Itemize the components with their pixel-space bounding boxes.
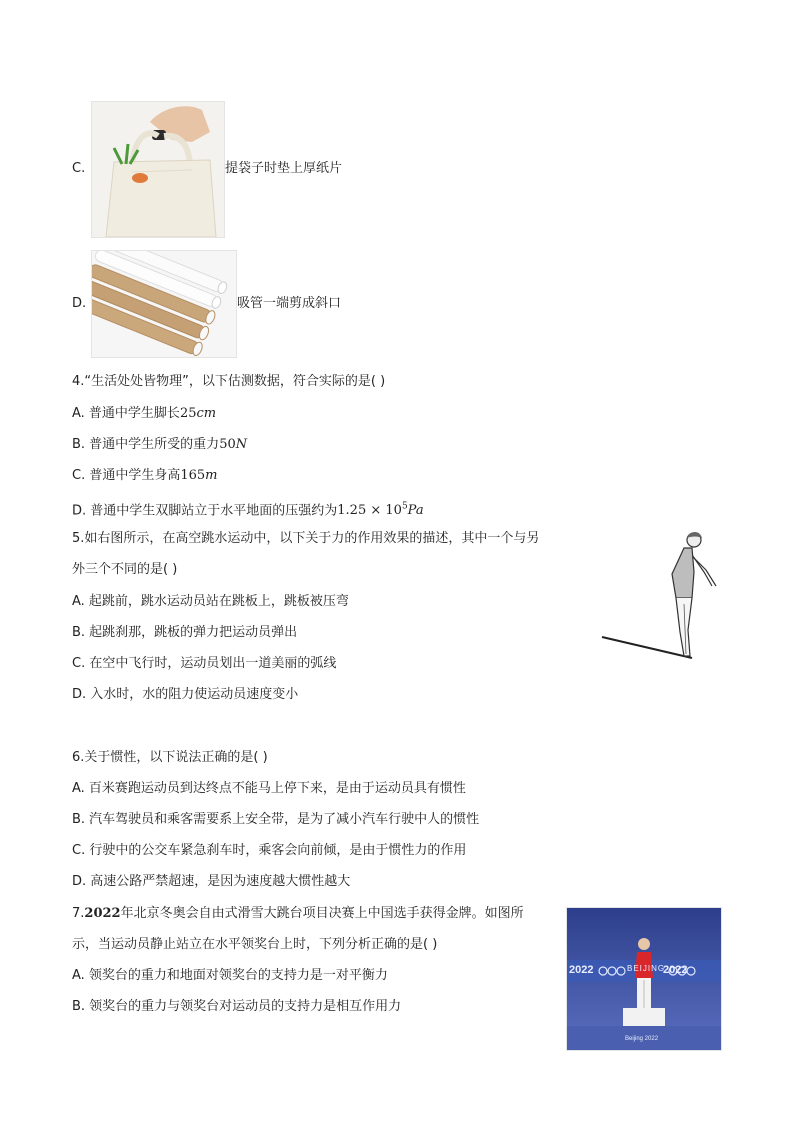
q7-stem-line1 xyxy=(72,906,524,922)
q4-c-text: C. 普通中学生身高 xyxy=(72,468,181,483)
q4-option-b xyxy=(72,437,247,453)
q7-stem-line2: 示，当运动员静止站立在水平领奖台上时，下列分析正确的是( ) xyxy=(72,937,438,952)
q5-option-a: A. 起跳前，跳水运动员站在跳板上，跳板被压弯 xyxy=(72,594,349,609)
podium-banner-right: 2022 xyxy=(663,964,688,976)
q4-a-value: 25cm xyxy=(179,406,217,421)
q4-d-text: D. 普通中学生双脚站立于水平地面的压强约为 xyxy=(72,503,338,519)
q4-b-value: 50N xyxy=(219,437,248,452)
q4-option-a xyxy=(72,406,216,422)
straw-photo xyxy=(91,250,237,358)
q5-option-d: D. 入水时，水的阻力使运动员速度变小 xyxy=(72,687,299,702)
q4-d-value: $1.25 \times 10^5Pa$ xyxy=(337,502,424,519)
q4-a-text: A. 普通中学生脚长 xyxy=(72,406,180,421)
diver-figure xyxy=(598,528,722,662)
q4-stem: 4.“生活处处皆物理”，以下估测数据，符合实际的是( ) xyxy=(72,374,386,389)
podium-banner-mid: BEIJING xyxy=(627,964,666,973)
q4-option-c xyxy=(72,468,218,484)
q7-option-b: B. 领奖台的重力与领奖台对运动员的支持力是相互作用力 xyxy=(72,999,402,1014)
podium-caption: Beijing 2022 xyxy=(625,1036,659,1042)
q7-number: 7. xyxy=(72,906,85,921)
podium-photo xyxy=(566,907,722,1051)
q5-option-c: C. 在空中飞行时，运动员划出一道美丽的弧线 xyxy=(72,656,337,671)
option-c-letter: C. xyxy=(72,161,86,176)
bag-photo xyxy=(91,101,225,238)
podium-banner-left: 2022 xyxy=(569,964,594,976)
q6-option-d: D. 高速公路严禁超速，是因为速度越大惯性越大 xyxy=(72,874,351,889)
q4-b-text: B. 普通中学生所受的重力 xyxy=(72,437,220,452)
option-c-caption: 提袋子时垫上厚纸片 xyxy=(225,161,343,176)
q4-c-value: 165m xyxy=(180,468,218,483)
q5-stem-line2: 外三个不同的是( ) xyxy=(72,562,178,577)
q4-option-d xyxy=(72,499,424,519)
q7-stem-rest: 年北京冬奥会自由式滑雪大跳台项目决赛上中国选手获得金牌。如图所 xyxy=(120,906,524,921)
option-d-letter: D. xyxy=(72,296,87,311)
q7-year: 2022 xyxy=(84,906,121,921)
q6-option-b: B. 汽车驾驶员和乘客需要系上安全带，是为了减小汽车行驶中人的惯性 xyxy=(72,812,480,827)
q6-option-c: C. 行驶中的公交车紧急刹车时，乘客会向前倾，是由于惯性力的作用 xyxy=(72,843,467,858)
q5-stem-line1: 5.如右图所示，在高空跳水运动中，以下关于力的作用效果的描述，其中一个与另 xyxy=(72,531,540,546)
q5-option-b: B. 起跳刹那，跳板的弹力把运动员弹出 xyxy=(72,625,298,640)
q7-option-a: A. 领奖台的重力和地面对领奖台的支持力是一对平衡力 xyxy=(72,968,388,983)
q6-option-a: A. 百米赛跑运动员到达终点不能马上停下来，是由于运动员具有惯性 xyxy=(72,781,466,796)
q6-stem: 6.关于惯性，以下说法正确的是( ) xyxy=(72,750,268,765)
option-d-caption: 吸管一端剪成斜口 xyxy=(237,296,342,311)
